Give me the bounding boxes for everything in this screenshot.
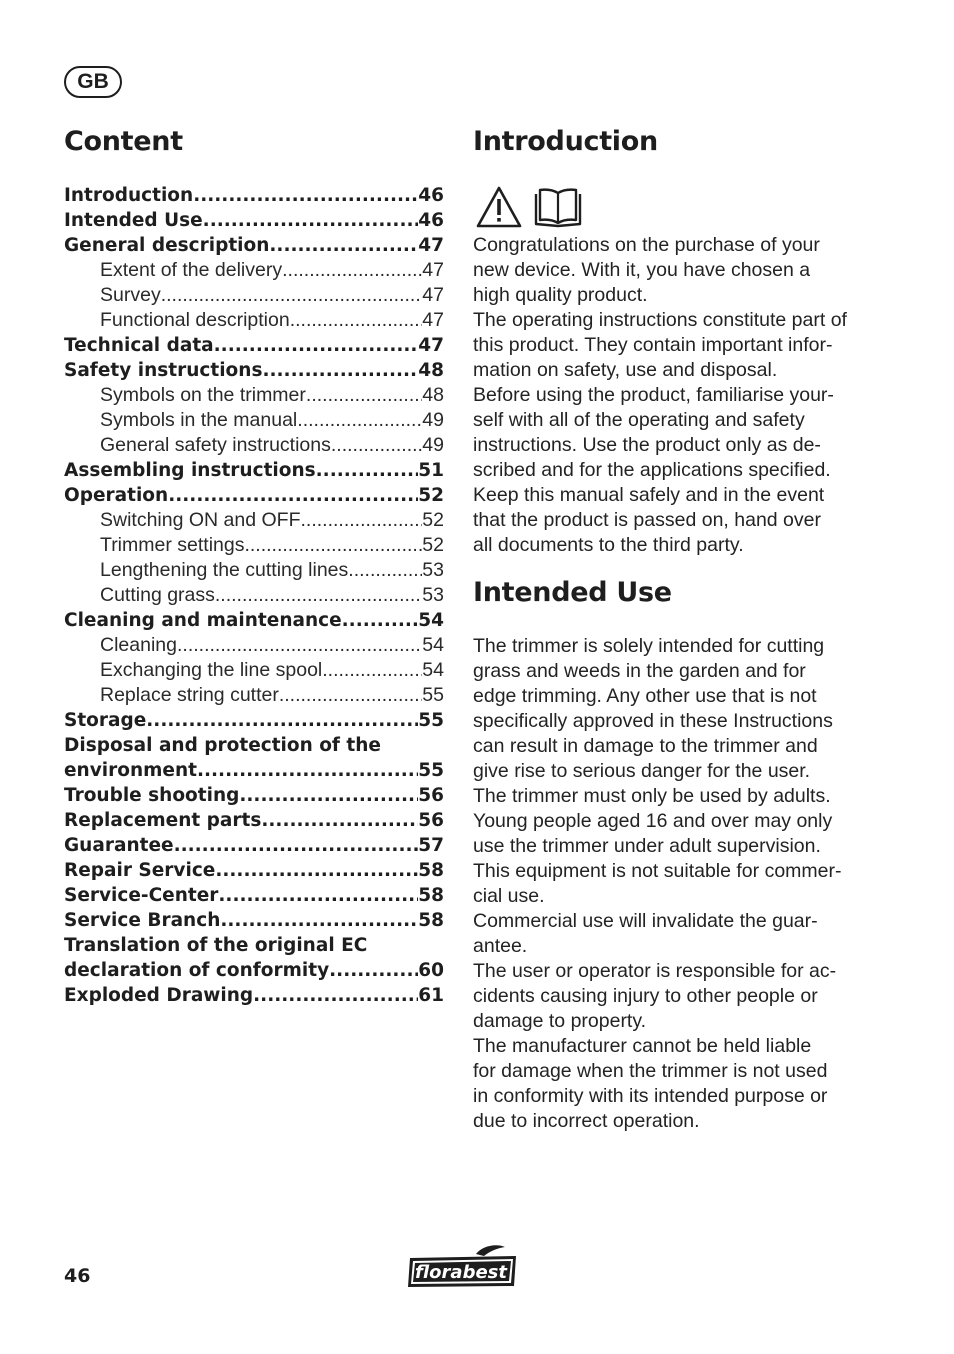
toc-entry [64, 233, 444, 258]
toc-dot-leader [215, 858, 418, 883]
toc-entry-page: 58 [418, 885, 444, 906]
toc-dot-leader [331, 433, 422, 458]
toc-entry [64, 383, 444, 408]
toc-dot-leader [168, 483, 418, 508]
toc-entry-page: 58 [418, 910, 444, 931]
toc-dot-leader [282, 258, 422, 283]
toc-dot-leader [193, 183, 418, 208]
toc-entry [64, 283, 444, 308]
toc-entry-label: General safety instructions [100, 434, 331, 456]
toc-entry-label: Replacement parts [64, 810, 262, 831]
language-badge: GB [64, 66, 122, 98]
text-line: Young people aged 16 and over may only [473, 810, 833, 832]
toc-entry [64, 533, 444, 558]
text-line: specifically approved in these Instructions [473, 710, 833, 732]
warning-triangle-icon [475, 185, 523, 229]
text-line: give rise to serious danger for the user. [473, 760, 811, 782]
toc-entry-page: 51 [418, 460, 444, 481]
toc-dot-leader [342, 608, 419, 633]
toc-entry-page: 49 [422, 409, 444, 431]
toc-entry-page: 60 [418, 960, 444, 981]
toc-entry-page: 54 [422, 634, 444, 656]
open-book-icon [533, 185, 583, 229]
toc-entry-page: 55 [418, 760, 444, 781]
toc-entry [64, 333, 444, 358]
toc-entry-label: Trouble shooting [64, 785, 240, 806]
toc-entry [64, 433, 444, 458]
toc-dot-leader [218, 883, 418, 908]
toc-dot-leader [279, 683, 422, 708]
toc-dot-leader [329, 958, 418, 983]
text-line: high quality product. [473, 284, 648, 306]
text-line: Congratulations on the purchase of your [473, 234, 820, 256]
toc-dot-leader [348, 558, 422, 583]
text-line: antee. [473, 935, 528, 957]
text-line: grass and weeds in the garden and for [473, 660, 806, 682]
toc-entry-label: Disposal and protection of the [64, 735, 381, 756]
text-line: cidents causing injury to other people or [473, 985, 818, 1007]
toc-entry [64, 208, 444, 233]
toc-entry-label: Guarantee [64, 835, 174, 856]
toc-entry-page: 52 [422, 534, 444, 556]
toc-entry-label: Replace string cutter [100, 684, 279, 706]
toc-entry-label: Introduction [64, 185, 194, 206]
toc-dot-leader [253, 983, 418, 1008]
text-line: use the trimmer under adult supervision. [473, 835, 821, 857]
toc-entry [64, 833, 444, 858]
text-line: for damage when the trimmer is not used [473, 1060, 828, 1082]
intended-use-heading: Intended Use [473, 577, 672, 608]
toc-dot-leader [220, 908, 418, 933]
toc-dot-leader [300, 508, 422, 533]
toc-entry-label: Symbols on the trimmer [100, 384, 306, 406]
toc-entry [64, 858, 444, 883]
toc-dot-leader [262, 358, 418, 383]
toc-entry [64, 608, 444, 633]
toc-entry-page: 58 [418, 860, 444, 881]
toc-entry-page: 49 [422, 434, 444, 456]
toc-entry-label: Service-Center [64, 885, 219, 906]
toc-entry-label: Switching ON and OFF [100, 509, 301, 531]
toc-dot-leader [215, 583, 422, 608]
toc-entry-page: 52 [422, 509, 444, 531]
toc-entry [64, 558, 444, 583]
toc-entry-label: Service Branch [64, 910, 221, 931]
toc-entry-label: Cleaning [100, 634, 177, 656]
toc-entry [64, 183, 444, 208]
toc-entry-label: Exchanging the line spool [100, 659, 323, 681]
text-line: mation on safety, use and disposal. [473, 359, 778, 381]
toc-entry-page: 46 [418, 210, 444, 231]
text-line: instructions. Use the product only as de- [473, 434, 821, 456]
toc-dot-leader [297, 408, 422, 433]
toc-entry [64, 958, 444, 983]
text-line: damage to property. [473, 1010, 647, 1032]
text-line: that the product is passed on, hand over [473, 509, 821, 531]
toc-entry-label: Exploded Drawing [64, 985, 254, 1006]
toc-dot-leader [316, 458, 419, 483]
toc-dot-leader [146, 708, 418, 733]
text-line: The operating instructions constitute part of [473, 309, 847, 331]
toc-entry-page: 52 [418, 485, 444, 506]
toc-entry [64, 933, 444, 958]
toc-dot-leader [244, 533, 422, 558]
toc-entry [64, 633, 444, 658]
toc-entry [64, 258, 444, 283]
text-line: Keep this manual safely and in the event [473, 484, 825, 506]
toc-entry-label: Extent of the delivery [100, 259, 283, 281]
toc-dot-leader [174, 833, 419, 858]
brand-name: florabest [415, 1262, 507, 1283]
toc-entry [64, 458, 444, 483]
toc-dot-leader [197, 758, 418, 783]
toc-dot-leader [261, 808, 418, 833]
toc-entry-page: 61 [418, 985, 444, 1006]
toc-entry-page: 54 [422, 659, 444, 681]
toc-entry-page: 56 [418, 810, 444, 831]
toc-entry-page: 46 [418, 185, 444, 206]
toc-entry [64, 733, 444, 758]
toc-entry-label: Translation of the original EC [64, 935, 368, 956]
toc-entry-label: Trimmer settings [100, 534, 245, 556]
text-line: this product. They contain important infor- [473, 334, 833, 356]
text-line: in conformity with its intended purpose or [473, 1085, 828, 1107]
text-line: edge trimming. Any other use that is not [473, 685, 817, 707]
text-line: The trimmer is solely intended for cutting [473, 635, 825, 657]
toc-entry-page: 57 [418, 835, 444, 856]
toc-entry [64, 708, 444, 733]
toc-entry-label: Lengthening the cutting lines [100, 559, 349, 581]
text-line: can result in damage to the trimmer and [473, 735, 818, 757]
text-line: Commercial use will invalidate the guar- [473, 910, 818, 932]
toc-dot-leader [161, 283, 423, 308]
toc-entry [64, 508, 444, 533]
text-line: This equipment is not suitable for commer- [473, 860, 842, 882]
toc-entry-label: Functional description [100, 309, 290, 331]
toc-entry-label: Cleaning and maintenance [64, 610, 342, 631]
text-line: due to incorrect operation. [473, 1110, 700, 1132]
text-line: self with all of the operating and safety [473, 409, 805, 431]
toc-entry-page: 47 [418, 335, 444, 356]
page-number: 46 [64, 1265, 91, 1287]
toc-entry [64, 683, 444, 708]
toc-entry [64, 358, 444, 383]
toc-entry-label: Storage [64, 710, 147, 731]
toc-entry-label: environment [64, 760, 197, 781]
toc-entry-label: Symbols in the manual [100, 409, 298, 431]
text-line: new device. With it, you have chosen a [473, 259, 811, 281]
text-line: The manufacturer cannot be held liable [473, 1035, 812, 1057]
toc-dot-leader [269, 233, 418, 258]
toc-entry-page: 48 [418, 360, 444, 381]
toc-entry-page: 55 [422, 684, 444, 706]
toc-entry-page: 48 [422, 384, 444, 406]
toc-entry-page: 47 [422, 259, 444, 281]
text-line: cial use. [473, 885, 545, 907]
content-heading: Content [64, 126, 183, 157]
toc-entry [64, 583, 444, 608]
toc-entry [64, 408, 444, 433]
toc-entry [64, 483, 444, 508]
toc-entry-label: Operation [64, 485, 169, 506]
table-of-contents [64, 183, 444, 1008]
toc-entry-page: 53 [422, 559, 444, 581]
intro-icons [475, 185, 583, 229]
toc-dot-leader [322, 658, 422, 683]
toc-entry-page: 47 [422, 284, 444, 306]
toc-dot-leader [239, 783, 418, 808]
toc-entry-label: Intended Use [64, 210, 203, 231]
florabest-logo [404, 1244, 520, 1290]
toc-entry-label: General description [64, 235, 270, 256]
toc-entry [64, 808, 444, 833]
text-line: The user or operator is responsible for ac- [473, 960, 837, 982]
introduction-heading: Introduction [473, 126, 658, 157]
toc-entry-page: 53 [422, 584, 444, 606]
toc-entry [64, 883, 444, 908]
toc-dot-leader [214, 333, 419, 358]
toc-entry-label: Cutting grass [100, 584, 215, 606]
toc-entry [64, 758, 444, 783]
toc-entry-label: declaration of conformity [64, 960, 330, 981]
toc-dot-leader [177, 633, 422, 658]
toc-dot-leader [306, 383, 422, 408]
toc-entry-label: Survey [100, 284, 161, 306]
toc-entry [64, 783, 444, 808]
intended-use-text [473, 634, 858, 1134]
toc-entry-page: 56 [418, 785, 444, 806]
toc-entry-label: Assembling instructions [64, 460, 316, 481]
toc-entry-label: Technical data [64, 335, 214, 356]
text-line: scribed and for the applications specified. [473, 459, 831, 481]
introduction-text [473, 233, 858, 558]
toc-dot-leader [290, 308, 423, 333]
toc-entry-page: 47 [422, 309, 444, 331]
toc-entry-page: 55 [418, 710, 444, 731]
toc-entry [64, 308, 444, 333]
toc-dot-leader [203, 208, 419, 233]
toc-entry [64, 983, 444, 1008]
toc-entry-label: Safety instructions [64, 360, 263, 381]
toc-entry-page: 54 [418, 610, 444, 631]
toc-entry [64, 658, 444, 683]
text-line: Before using the product, familiarise your- [473, 384, 834, 406]
text-line: The trimmer must only be used by adults. [473, 785, 831, 807]
toc-entry-page: 47 [418, 235, 444, 256]
toc-entry [64, 908, 444, 933]
text-line: all documents to the third party. [473, 534, 744, 556]
toc-entry-label: Repair Service [64, 860, 216, 881]
